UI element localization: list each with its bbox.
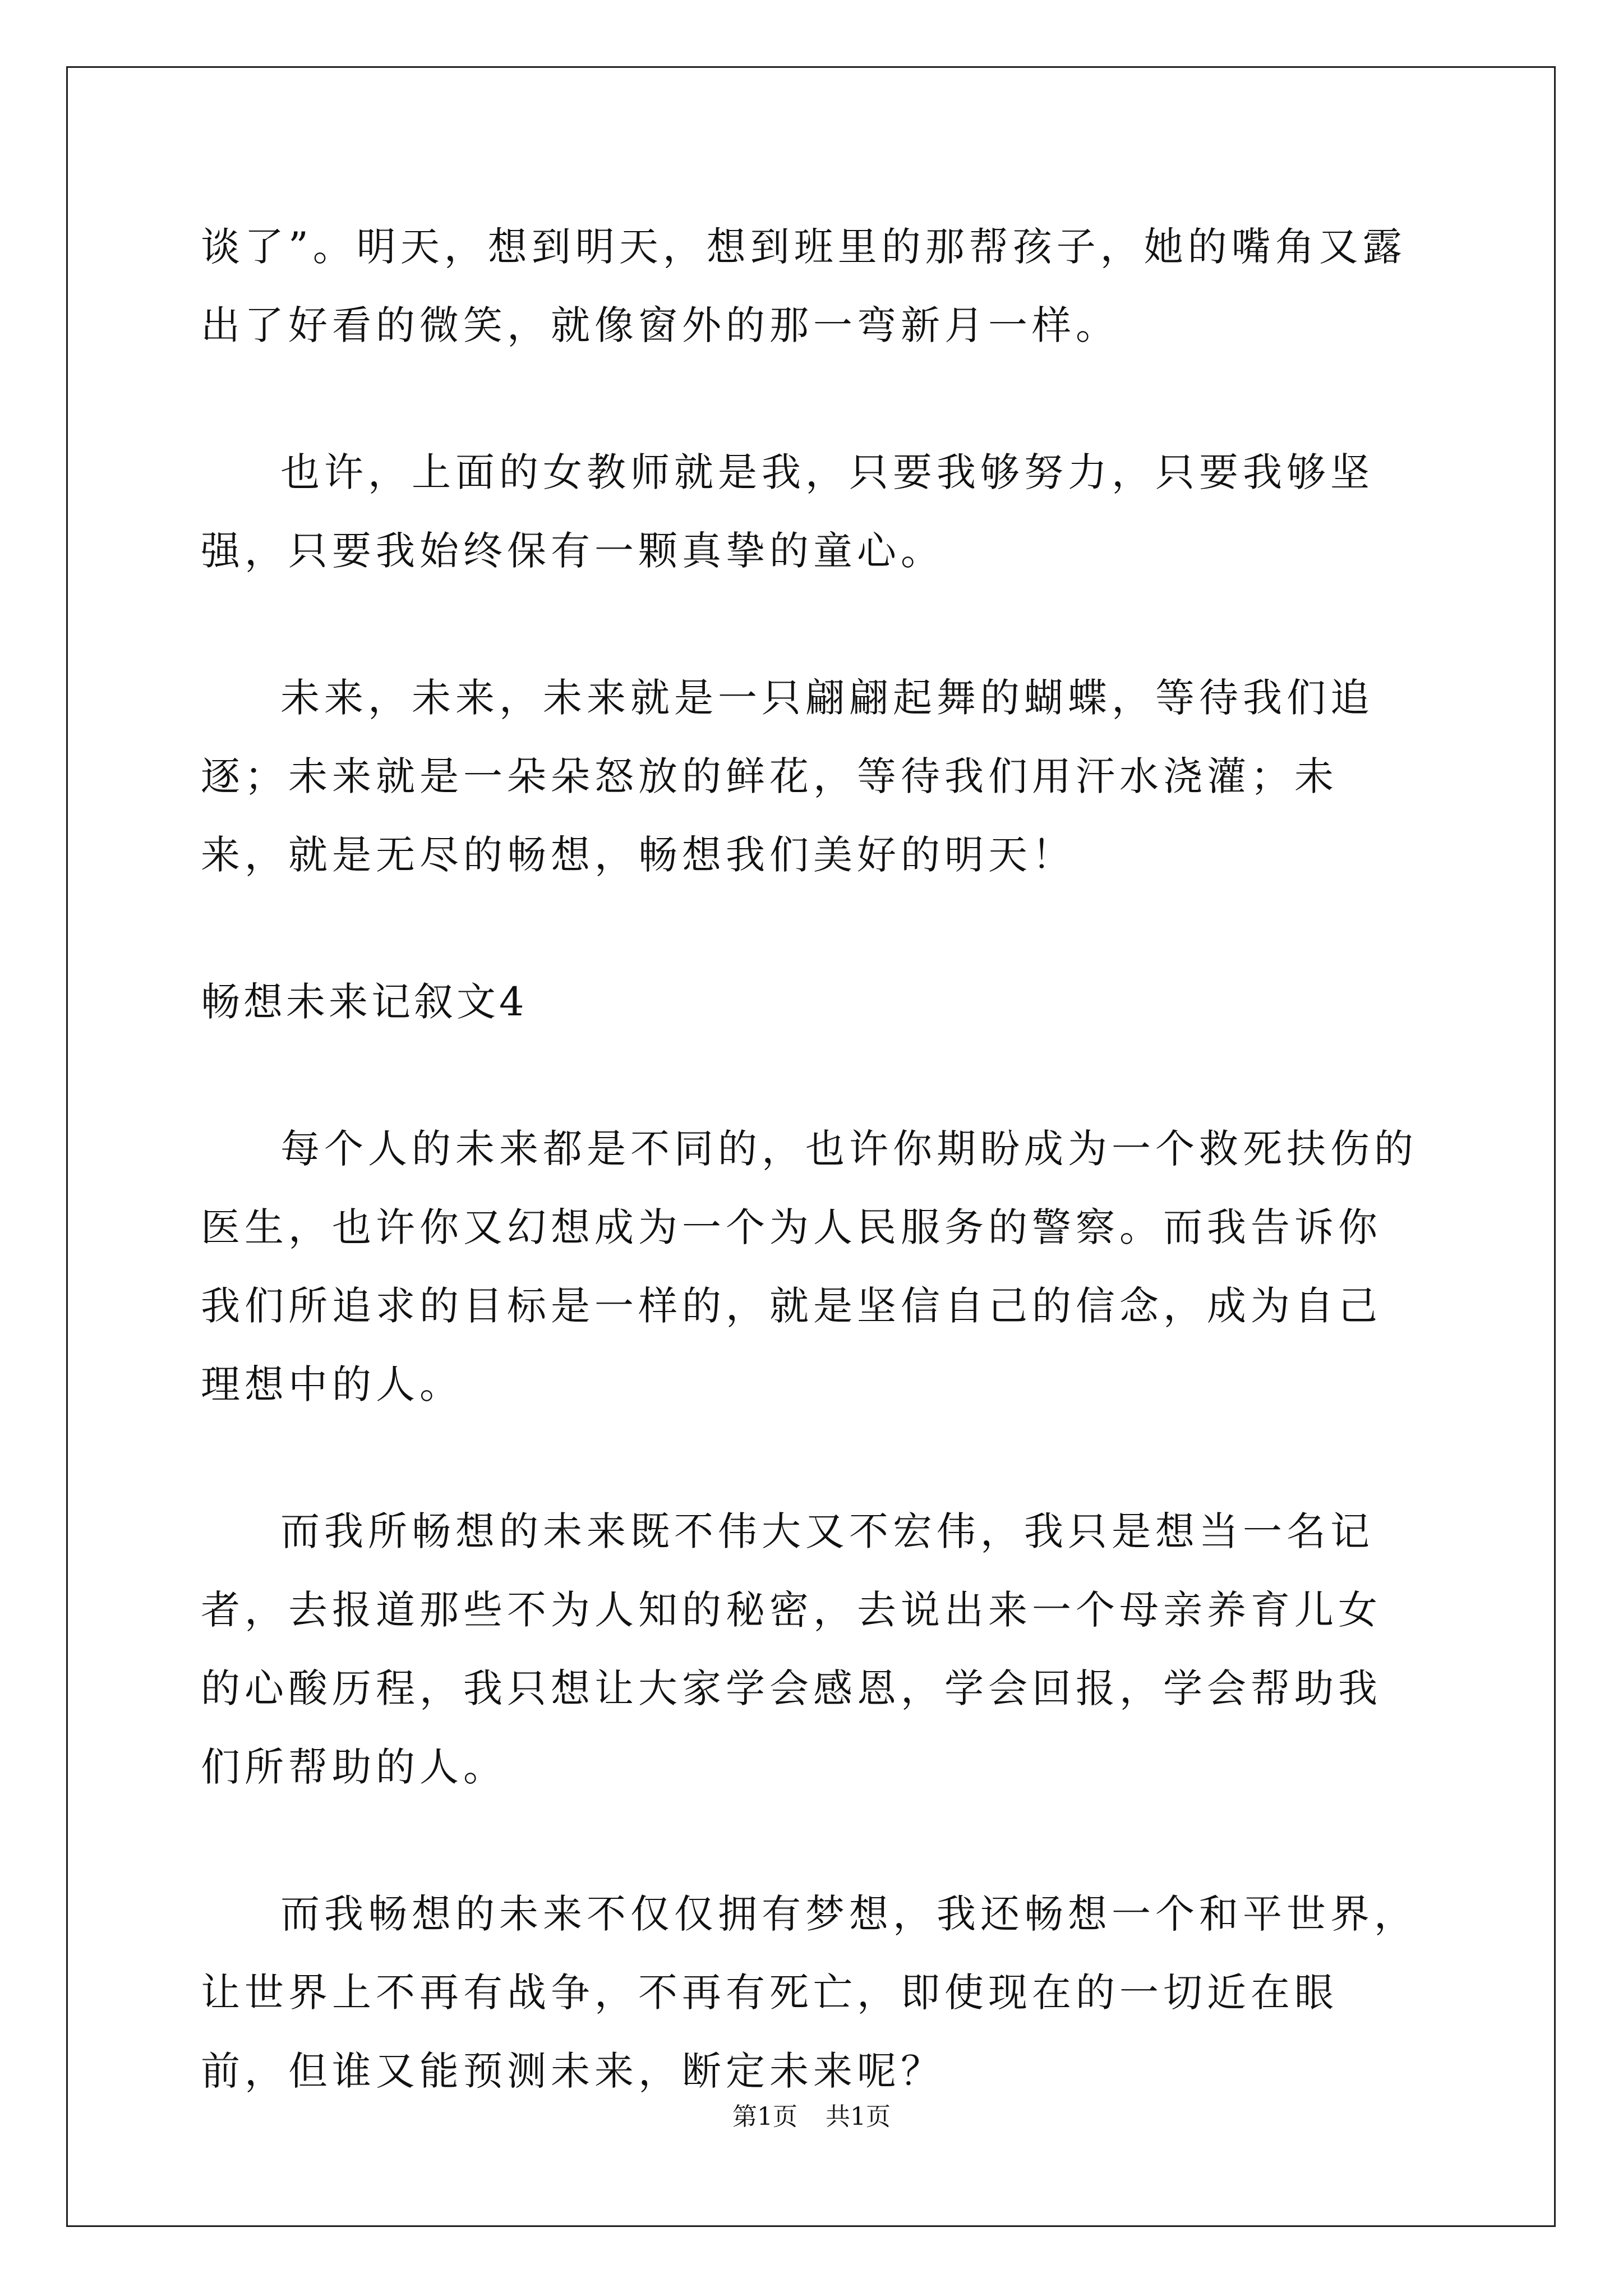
- paragraph-2: 也许，上面的女教师就是我，只要我够努力，只要我够坚强，只要我始终保有一颗真挚的童心。: [201, 449, 1374, 574]
- page-number: 第1页: [732, 2102, 797, 2131]
- paragraph-3: 未来，未来，未来就是一只翩翩起舞的蝴蝶，等待我们追逐；未来就是一朵朵怒放的鲜花，等待我们用汗水浇灌；未来，就是无尽的畅想，畅想我们美好的明天！: [201, 675, 1374, 878]
- page-footer: [0, 2100, 1623, 2134]
- section-paragraph-1: 每个人的未来都是不同的，也许你期盼成为一个救死扶伤的医生，也许你又幻想成为一个为人民服务的警察。而我告诉你我们所追求的目标是一样的，就是坚信自己的信念，成为自己理想中的人。: [201, 1126, 1418, 1407]
- section-paragraph-3: 而我畅想的未来不仅仅拥有梦想，我还畅想一个和平世界，让世界上不再有战争，不再有死亡，即使现在的一切近在眼前，但谁又能预测未来，断定未来呢？: [201, 1891, 1418, 2094]
- page-total: 共1页: [826, 2102, 891, 2131]
- document-body: [201, 208, 1423, 2179]
- section-title: 畅想未来记叙文4: [201, 979, 528, 1025]
- paragraph-1: 谈了”。明天，想到明天，想到班里的那帮孩子，她的嘴角又露出了好看的微笑，就像窗外的那一弯新月一样。: [201, 224, 1407, 348]
- section-paragraph-2: 而我所畅想的未来既不伟大又不宏伟，我只是想当一名记者，去报道那些不为人知的秘密，去说出来一个母亲养育儿女的心酸历程，我只想让大家学会感恩，学会回报，学会帮助我们所帮助的人。: [201, 1508, 1382, 1790]
